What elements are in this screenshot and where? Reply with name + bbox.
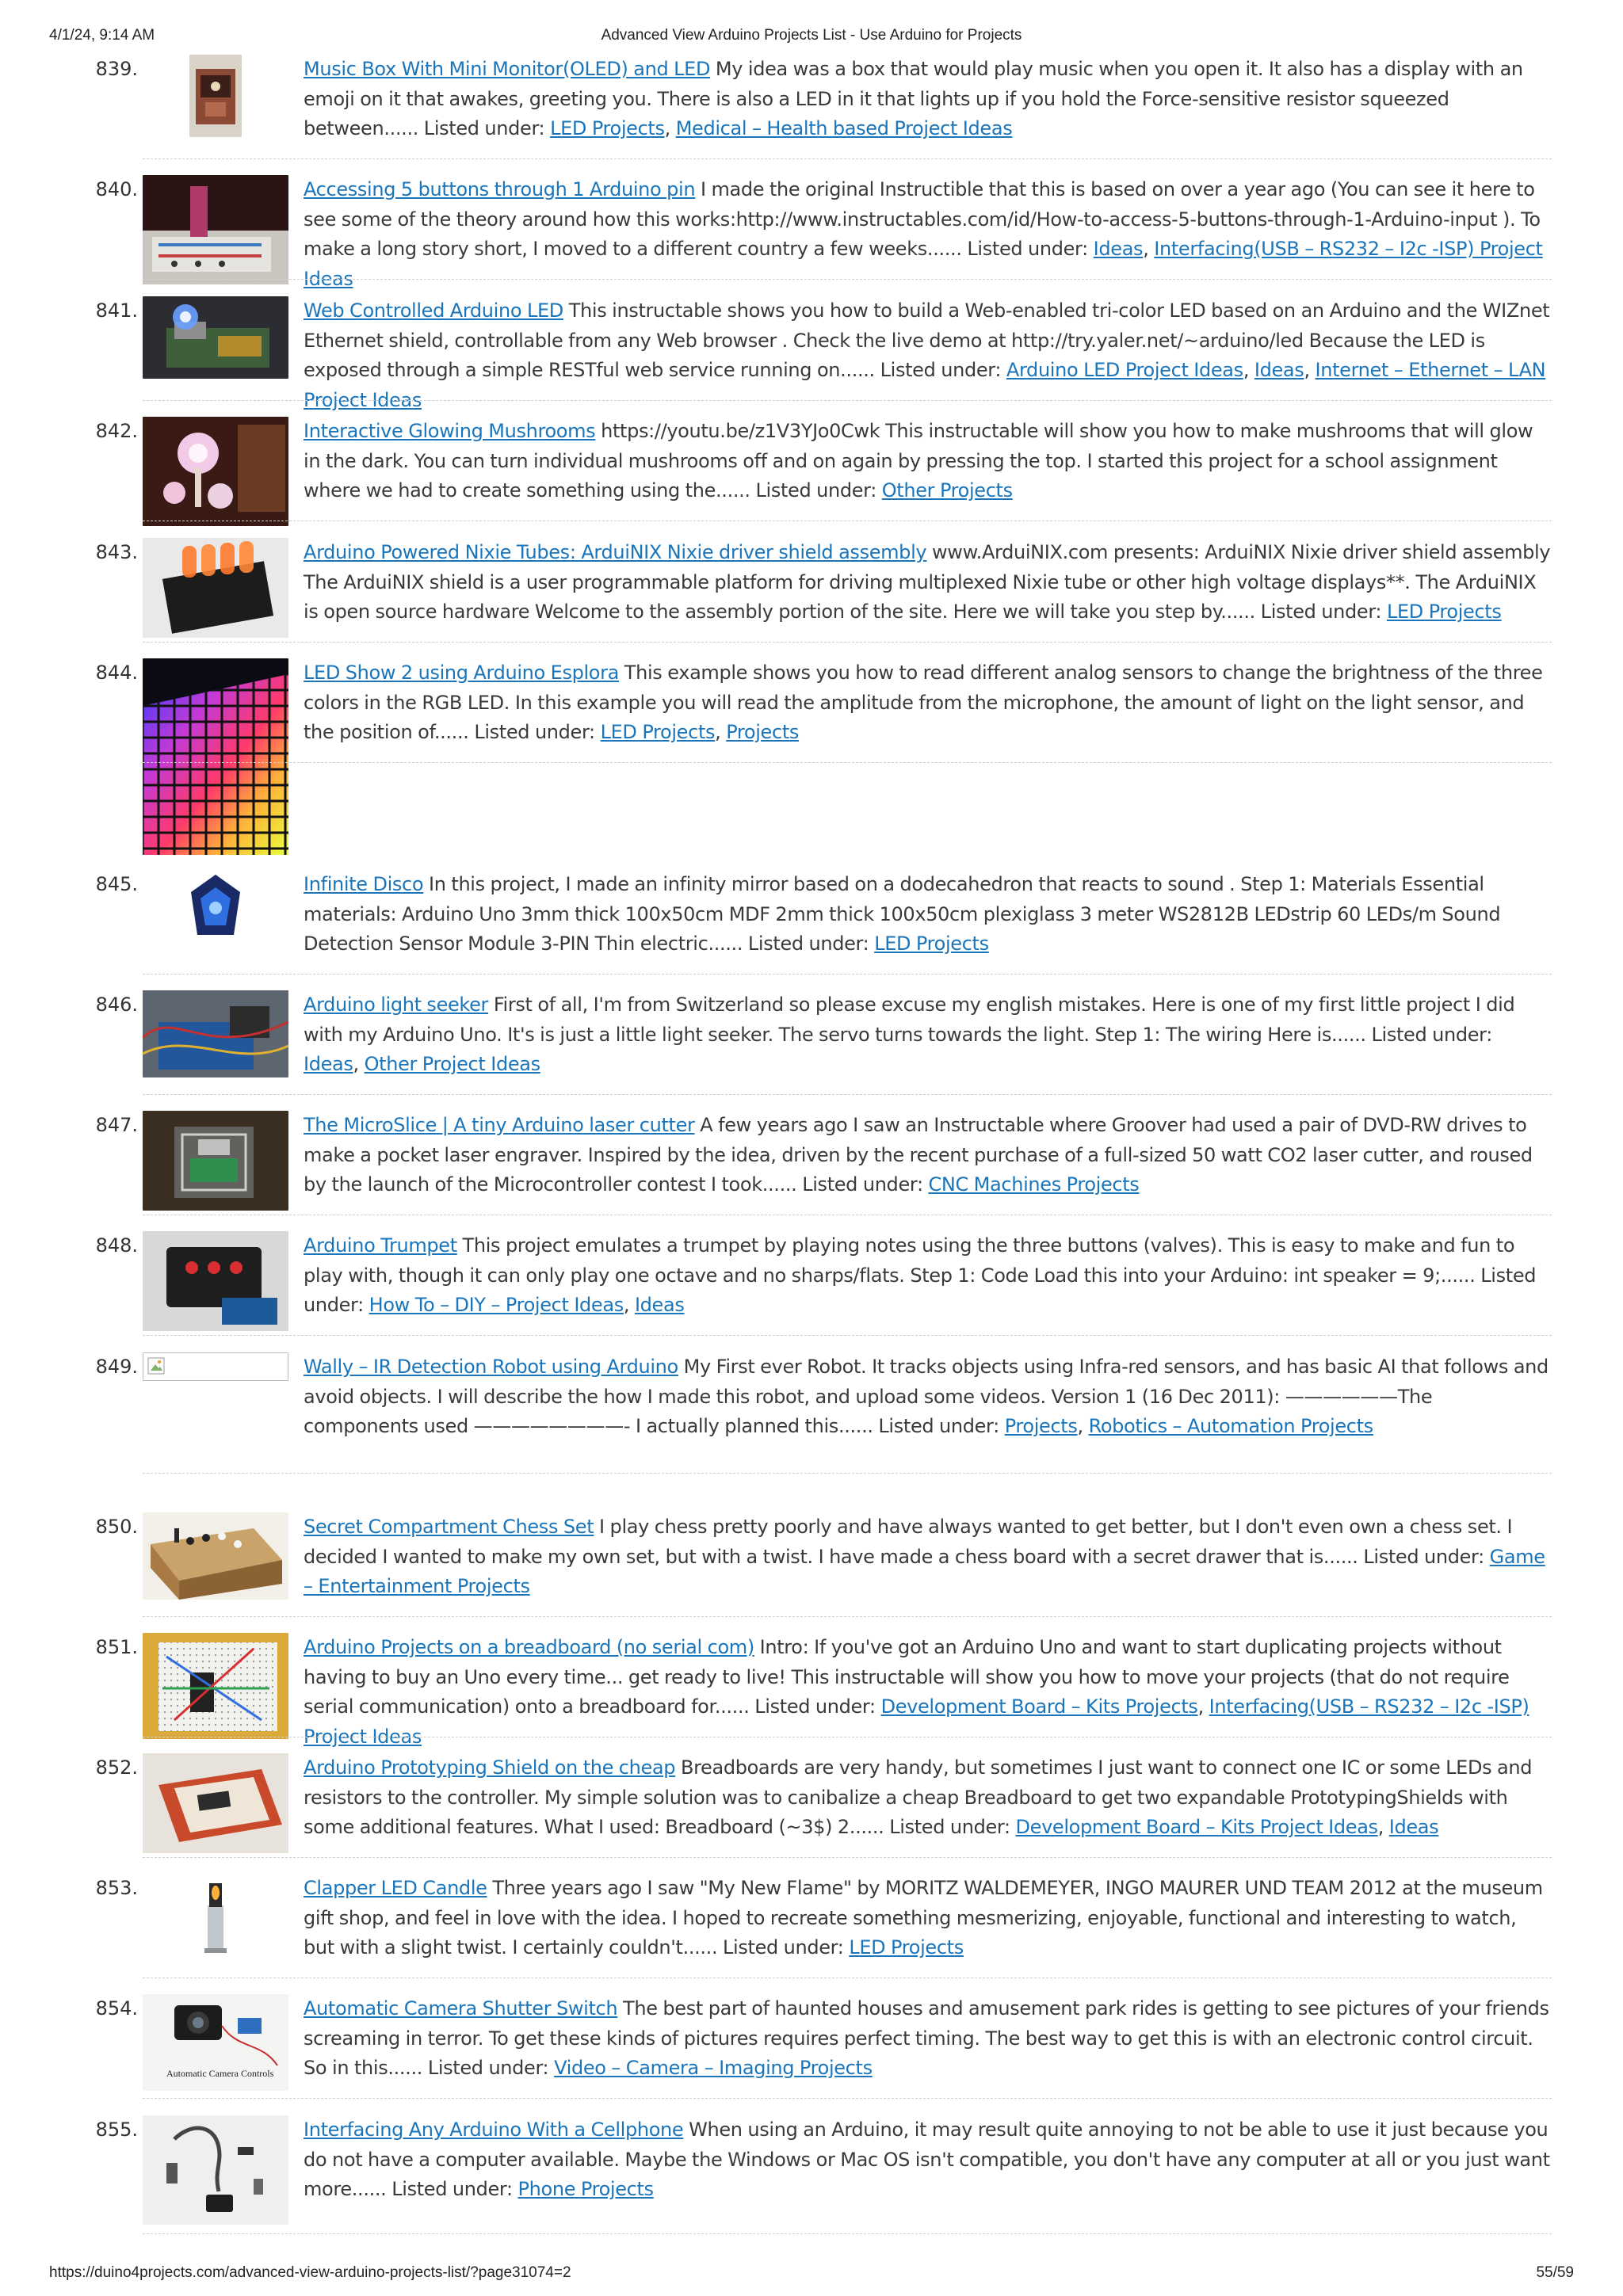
item-divider xyxy=(143,1616,1552,1617)
listed-under-label: Listed under: xyxy=(1260,601,1382,623)
listed-under-label: Listed under: xyxy=(423,117,545,139)
item-body: Web Controlled Arduino LED This instructable shows you how to build a Web-enabled tri-color LED based on an Arduino and the WIZnet Ethernet shield, controllable from any Web browser . Check the live demo at http://try.yaler.net/~arduino/led Because the LED is exposed through a simple RESTful web service running on...... Listed under: Arduino LED Project Ideas, Ideas, Internet – Ethernet – LAN Project Ideas xyxy=(304,299,1550,411)
print-footer xyxy=(49,2264,1574,2286)
category-link[interactable]: Development Board – Kits Project Ideas xyxy=(1015,1816,1378,1838)
item-divider xyxy=(143,2233,1552,2234)
item-body xyxy=(304,538,1552,627)
print-header xyxy=(49,27,1574,49)
item-divider xyxy=(143,1857,1552,1858)
category-link[interactable]: Interfacing(USB – RS232 – I2c -ISP) Project Ideas xyxy=(304,238,1543,290)
project-description: Intro: If you've got an Arduino Uno and want to start duplicating projects without having to buy an Uno every time... get ready to live! This instructable will show you how to move your projects (that do not require serial communication) onto a breadboard for...... xyxy=(304,1636,1510,1718)
project-thumbnail[interactable] xyxy=(143,2115,288,2225)
project-title-link[interactable]: The MicroSlice | A tiny Arduino laser cutter xyxy=(304,1114,695,1136)
item-body xyxy=(304,1512,1552,1602)
project-title-link[interactable]: Clapper LED Candle xyxy=(304,1877,487,1899)
item-number: 847. xyxy=(95,1114,138,1136)
thumbnail-caption: Automatic Camera Controls xyxy=(166,2068,274,2079)
item-body: Arduino light seeker First of all, I'm from Switzerland so please excuse my english mistakes. Here is one of my first little project I did with my Arduino Uno. It's is just a little light seeker. The servo turns towards the light. Step 1: The wiring Here is...... Listed under: Ideas, Other Project Ideas xyxy=(304,994,1515,1075)
page-counter: 55/59 xyxy=(1536,2264,1574,2281)
project-description: My First ever Robot. It tracks objects using Infra-red sensors, and has basic AI that follows and avoid objects. I will describe the how I made this robot, and upload some videos. Version 1 (16 Dec 2011): ——————The components used ————————- I actually planned this...... xyxy=(304,1356,1549,1437)
listed-under-label: Listed under: xyxy=(754,1695,876,1718)
item-number: 845. xyxy=(95,873,138,895)
category-link[interactable]: Projects xyxy=(726,721,800,743)
category-link[interactable]: Development Board – Kits Projects xyxy=(880,1695,1198,1718)
item-number: 853. xyxy=(95,1877,138,1899)
category-link[interactable]: Ideas xyxy=(304,1053,353,1075)
project-description: This instructable shows you how to build a Web-enabled tri-color LED based on an Arduino and the WIZnet Ethernet shield, controllable from any Web browser . Check the live demo at http://try.yaler.net/~arduino/led Because the LED is exposed through a simple RESTful web service running on...... xyxy=(304,299,1550,381)
listed-under-label: Listed under: xyxy=(723,1936,844,1958)
project-description: www.ArduiNIX.com presents: ArduiNIX Nixie driver shield assembly The ArduiNIX shield is a user programmable platform for driving multiplexed Nixie tube or other high voltage displays**. The ArduiNIX is open source hardware Welcome to the assembly portion of the site. Here we will take you step by...... xyxy=(304,541,1551,623)
project-description: My idea was a box that would play music when you open it. It also has a display with an emoji on it that awakes, greeting you. There is also a LED in it that lights up if you hold the Force-sensitive resistor squeezed between...... xyxy=(304,58,1523,139)
listed-under-label: Listed under: xyxy=(427,2057,549,2079)
item-number: 855. xyxy=(95,2119,138,2141)
item-number: 839. xyxy=(95,58,138,80)
project-title-link[interactable]: Arduino Projects on a breadboard (no serial com) xyxy=(304,1636,754,1658)
item-divider xyxy=(143,400,1552,401)
listed-under-label: Listed under: xyxy=(1363,1545,1484,1568)
listed-under-label: Listed under: xyxy=(889,1816,1010,1838)
category-link[interactable]: Arduino LED Project Ideas xyxy=(1006,359,1243,381)
print-date: 4/1/24, 9:14 AM xyxy=(49,27,155,44)
project-description: I play chess pretty poorly and have always wanted to get better, but I don't even own a chess set. I decided I wanted to make my own set, but with a twist. I have made a chess board with a secret drawer that is...... xyxy=(304,1516,1513,1568)
project-thumbnail[interactable] xyxy=(143,1231,288,1331)
category-link[interactable]: Medical – Health based Project Ideas xyxy=(675,117,1013,139)
category-link[interactable]: LED Projects xyxy=(600,721,716,743)
broken-image-icon[interactable] xyxy=(143,1352,288,1381)
item-divider xyxy=(143,642,1552,643)
category-link[interactable]: LED Projects xyxy=(874,933,989,955)
project-title-link[interactable]: Arduino Prototyping Shield on the cheap xyxy=(304,1756,676,1779)
category-link[interactable]: Ideas xyxy=(1093,238,1144,260)
listed-under-label: Listed under: xyxy=(880,359,1002,381)
item-body xyxy=(304,1111,1552,1200)
project-thumbnail[interactable] xyxy=(143,658,288,855)
project-thumbnail[interactable] xyxy=(189,55,242,137)
project-title-link[interactable]: Infinite Disco xyxy=(304,873,424,895)
item-divider xyxy=(143,1094,1552,1095)
project-thumbnail[interactable] xyxy=(143,1512,288,1600)
item-number: 844. xyxy=(95,662,138,684)
category-link[interactable]: Internet – Ethernet – LAN Project Ideas xyxy=(304,359,1546,411)
category-link[interactable]: Interfacing(USB – RS232 – I2c -ISP) Project Ideas xyxy=(304,1695,1529,1748)
category-link[interactable]: LED Projects xyxy=(550,117,665,139)
item-body: Music Box With Mini Monitor(OLED) and LED My idea was a box that would play music when you open it. It also has a display with an emoji on it that awakes, greeting you. There is also a LED in it that lights up if you hold the Force-sensitive resistor squeezed between...... Listed under: LED Projects, Medical – Health based Project Ideas xyxy=(304,58,1523,139)
item-number: 848. xyxy=(95,1234,138,1257)
project-thumbnail[interactable] xyxy=(143,296,288,379)
category-link[interactable]: LED Projects xyxy=(849,1936,964,1958)
item-number: 840. xyxy=(95,178,138,200)
print-url: https://duino4projects.com/advanced-view-arduino-projects-list/?page31074=2 xyxy=(49,2264,571,2281)
category-link[interactable]: How To – DIY – Project Ideas xyxy=(369,1294,624,1316)
item-number: 843. xyxy=(95,541,138,563)
project-thumbnail[interactable] xyxy=(143,1111,288,1211)
project-title-link[interactable]: Wally – IR Detection Robot using Arduino xyxy=(304,1356,678,1378)
item-body: LED Show 2 using Arduino Esplora This example shows you how to read different analog sensors to change the brightness of the three colors in the RGB LED. In this example you will read the amplitude from the microphone, the amount of light on the light sensor, and the position of...... Listed under: LED Projects, Projects xyxy=(304,662,1543,743)
project-description: When using an Arduino, it may result quite annoying to not be able to use it just because you do not have a computer available. Maybe the Windows or Mac OS isn't compatible, you don't have any computer at all or you just want more...... xyxy=(304,2119,1550,2200)
listed-under-label: Listed under: xyxy=(755,479,876,502)
item-number: 841. xyxy=(95,299,138,322)
project-thumbnail[interactable] xyxy=(143,417,288,526)
project-title-link[interactable]: Automatic Camera Shutter Switch xyxy=(304,1997,618,2019)
category-link[interactable]: Video – Camera – Imaging Projects xyxy=(554,2057,873,2079)
item-divider xyxy=(143,158,1552,159)
item-number: 851. xyxy=(95,1636,138,1658)
project-title-link[interactable]: Arduino Trumpet xyxy=(304,1234,457,1257)
listed-under-label: Listed under: xyxy=(1371,1023,1492,1046)
category-link[interactable]: Other Projects xyxy=(881,479,1013,502)
project-description: I made the original Instructible that this is based on over a year ago (You can see it here to see some of the theory around how this works:http://www.instructables.com/id/How-to-access-5-buttons-through-1-Arduino-input ). To make a long story short, I moved to a different country a few weeks...... xyxy=(304,178,1541,260)
project-thumbnail[interactable] xyxy=(143,990,288,1077)
item-body: Arduino Projects on a breadboard (no serial com) Intro: If you've got an Arduino Uno and want to start duplicating projects without having to buy an Uno every time... get ready to live! This instructable will show you how to move your projects (that do not require serial communication) onto a breadboard for...... Listed under: Development Board – Kits Projects, Interfacing(USB – RS232 – I2c -ISP) Project Ideas xyxy=(304,1636,1529,1748)
item-body xyxy=(304,870,1552,959)
listed-under-label: Listed under: xyxy=(802,1173,923,1196)
project-title-link[interactable]: Interfacing Any Arduino With a Cellphone xyxy=(304,2119,684,2141)
category-link[interactable]: Ideas xyxy=(634,1294,685,1316)
project-thumbnail[interactable] xyxy=(143,1633,288,1739)
project-title-link[interactable]: Arduino light seeker xyxy=(304,994,489,1016)
category-link[interactable]: Phone Projects xyxy=(517,2178,654,2200)
project-description: First of all, I'm from Switzerland so please excuse my english mistakes. Here is one of my first little project I did with my Arduino Uno. It's is just a little light seeker. The servo turns towards the light. Step 1: The wiring Here is...... xyxy=(304,994,1515,1046)
project-description: Three years ago I saw "My New Flame" by MORITZ WALDEMEYER, INGO MAURER UND TEAM 2012 at the museum gift shop, and feel in love with the idea. I hoped to recreate something mesmerizing, enjoyable, functional and interesting to watch, but with a slight twist. I certainly couldn't...... xyxy=(304,1877,1543,1958)
item-number: 854. xyxy=(95,1997,138,2019)
project-thumbnail[interactable] xyxy=(195,1874,236,1956)
project-title-link[interactable]: Secret Compartment Chess Set xyxy=(304,1516,594,1538)
category-link[interactable]: LED Projects xyxy=(1386,601,1502,623)
project-title-link[interactable]: Interactive Glowing Mushrooms xyxy=(304,420,596,442)
category-link[interactable]: Ideas xyxy=(1388,1816,1439,1838)
item-number: 849. xyxy=(95,1356,138,1378)
listed-under-label: Listed under: xyxy=(391,2178,513,2200)
item-number: 850. xyxy=(95,1516,138,1538)
item-body: Arduino Prototyping Shield on the cheap Breadboards are very handy, but sometimes I just want to connect one IC or some LEDs and resistors to the controller. My simple solution was to canibalize a cheap Breadboard to get two expandable PrototypingShields with some additional features. What I used: Breadboard (~3$) 2...... Listed under: Development Board – Kits Project Ideas, Ideas xyxy=(304,1756,1533,1838)
project-description: In this project, I made an infinity mirror based on a dodecahedron that reacts to sound . Step 1: Materials Essential materials: Arduino Uno 3mm thick 100x50cm MDF 2mm thick 100x50cm plexiglass 3 meter WS2812B LEDstrip 60 LEDs/m Sound Detection Sensor Module 3-PIN Thin electric...... xyxy=(304,873,1501,955)
item-number: 846. xyxy=(95,994,138,1016)
project-title-link[interactable]: Web Controlled Arduino LED xyxy=(304,299,563,322)
item-body xyxy=(304,1994,1552,2084)
project-title-link[interactable]: Music Box With Mini Monitor(OLED) and LED xyxy=(304,58,711,80)
item-divider xyxy=(143,1335,1552,1336)
listed-under-label: Listed under: xyxy=(474,721,595,743)
category-link[interactable]: Game – Entertainment Projects xyxy=(304,1545,1545,1597)
project-description: The best part of haunted houses and amusement park rides is getting to see pictures of your friends screaming in terror. To get these kinds of pictures requires perfect timing. The best way to get this is with an electronic control circuit. So in this...... xyxy=(304,1997,1549,2079)
item-body xyxy=(304,417,1552,506)
project-title-link[interactable]: Accessing 5 buttons through 1 Arduino pin xyxy=(304,178,696,200)
project-thumbnail[interactable] xyxy=(143,1994,288,2091)
category-link[interactable]: Projects xyxy=(1004,1415,1078,1437)
category-link[interactable]: Robotics – Automation Projects xyxy=(1088,1415,1373,1437)
project-title-link[interactable]: Arduino Powered Nixie Tubes: ArduiNIX Nixie driver shield assembly xyxy=(304,541,927,563)
print-page-title: Advanced View Arduino Projects List - Use Arduino for Projects xyxy=(601,27,1022,44)
item-divider xyxy=(143,2098,1552,2099)
project-thumbnail[interactable] xyxy=(143,538,288,638)
listed-under-label: Listed under: xyxy=(967,238,1088,260)
item-body: Wally – IR Detection Robot using Arduino My First ever Robot. It tracks objects using Infra-red sensors, and has basic AI that follows and avoid objects. I will describe the how I made this robot, and upload some videos. Version 1 (16 Dec 2011): ——————The components used ————————- I actually planned this...... Listed under: Projects, Robotics – Automation Projects xyxy=(304,1356,1549,1437)
category-link[interactable]: Ideas xyxy=(1254,359,1304,381)
project-description: Breadboards are very handy, but sometimes I just want to connect one IC or some LEDs and resistors to the controller. My simple solution was to canibalize a cheap Breadboard to get two expandable PrototypingShields with some additional features. What I used: Breadboard (~3$) 2...... xyxy=(304,1756,1533,1838)
item-number: 852. xyxy=(95,1756,138,1779)
item-divider xyxy=(143,279,1552,280)
item-number: 842. xyxy=(95,420,138,442)
project-thumbnail[interactable] xyxy=(185,870,246,952)
item-divider xyxy=(143,762,1552,763)
project-description: This example shows you how to read different analog sensors to change the brightness of the three colors in the RGB LED. In this example you will read the amplitude from the microphone, the amount of light on the light sensor, and the position of...... xyxy=(304,662,1543,743)
category-link[interactable]: Other Project Ideas xyxy=(364,1053,540,1075)
project-title-link[interactable]: LED Show 2 using Arduino Esplora xyxy=(304,662,620,684)
listed-under-label: Listed under: xyxy=(747,933,869,955)
item-body: Arduino Trumpet This project emulates a trumpet by playing notes using the three buttons (valves). This is easy to make and fun to play with, though it can only play one octave and no sharps/flats. Step 1: Code Load this into your Arduino: int speaker = 9;...... Listed under: How To – DIY – Project Ideas, Ideas xyxy=(304,1234,1537,1316)
category-link[interactable]: CNC Machines Projects xyxy=(928,1173,1140,1196)
item-body xyxy=(304,2115,1552,2205)
project-description: This project emulates a trumpet by playing notes using the three buttons (valves). This is easy to make and fun to play with, though it can only play one octave and no sharps/flats. Step 1: Code Load this into your Arduino: int speaker = 9;...... xyxy=(304,1234,1515,1287)
item-divider xyxy=(143,1473,1552,1474)
listed-under-label: Listed under: xyxy=(878,1415,999,1437)
listed-under-label: Listed under: xyxy=(304,1264,1537,1316)
project-thumbnail[interactable] xyxy=(143,1753,288,1853)
item-body: Accessing 5 buttons through 1 Arduino pin I made the original Instructible that this is based on over a year ago (You can see it here to see some of the theory around how this works:http://www.instructables.com/id/How-to-access-5-buttons-through-1-Arduino-input ). To make a long story short, I moved to a different country a few weeks...... Listed under: Ideas, Interfacing(USB – RS232 – I2c -ISP) Project Ideas xyxy=(304,178,1543,290)
project-description: https://youtu.be/z1V3YJo0Cwk This instructable will show you how to make mushrooms that will glow in the dark. You can turn individual mushrooms off and on again by pressing the top. I started this project for a school assignment where we had to create something using the...... xyxy=(304,420,1533,502)
item-body xyxy=(304,1874,1552,1963)
project-description: A few years ago I saw an Instructable where Groover had used a pair of DVD-RW drives to make a pocket laser engraver. Inspired by the idea, driven by the recent purchase of a full-sized 50 watt CO2 laser cutter, and roused by the launch of the Microcontroller contest I took...... xyxy=(304,1114,1533,1196)
project-thumbnail[interactable] xyxy=(143,175,288,284)
